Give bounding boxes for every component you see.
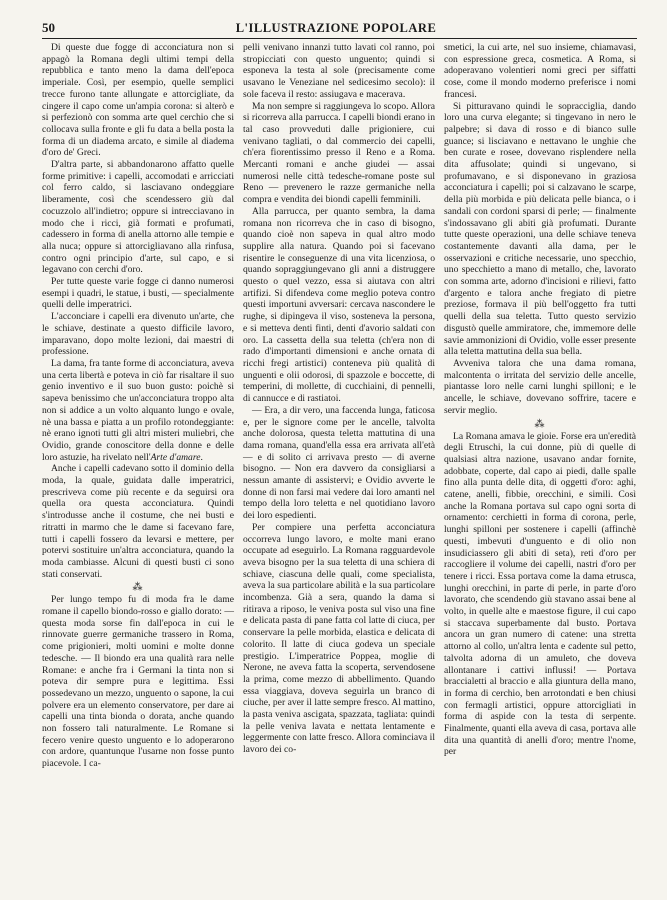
paragraph: Di queste due fogge di acconciatura non si appagò la Romana degli ultimi tempi della repubblica e tanto meno la dama dell'epoca imperiale. Così, per esempio, quelle semplici trecce furono tante allungate e attorcigliate, da cingere il capo come un'ampia corona: si alterò e si perfezionò con somma arte quel cerchio che si collocava sulla fronte e gli fu data a bella posta la forma di un diadema arcato, e simile al diadema d'oro de' Greci. <box>42 42 234 159</box>
paragraph: smetici, la cui arte, nel suo insieme, chiamavasi, con espressione greca, cosmetica. A Roma, si adoperavano volentieri nomi greci per siffatti cose, come il mondo moderno preferisce i nomi francesi. <box>444 42 636 100</box>
paragraph: Avveniva talora che una dama romana, malcontenta o irritata del servizio delle ancelle, piantasse loro nelle carni lunghi spilloni; e le ancelle, le schiave, dovevano soffrire, tacere e servir meglio. <box>444 357 636 416</box>
paragraph: Per tutte queste varie fogge ci danno numerosi esempi i quadri, le statue, i busti, — specialmente quelli delle imperatrici. <box>42 276 234 311</box>
magazine-title: L'ILLUSTRAZIONE POPOLARE <box>235 21 437 35</box>
paragraph: La dama, fra tante forme di acconciatura, aveva una certa libertà e poteva in ciò far risaltare il suo genio inventivo e il suo buon gusto: poichè si sapeva benissimo che un'acconciatura troppo alta non si addice a un volto alquanto lungo e ovale, nè una bassa e piatta a un profilo rotondeggiante: nè erano ignoti tutti gli altri misteri muliebri, che Ovidio, grande conoscitore della donne e delle loro astuzie, ha rivelato nell'Arte d'amare. <box>42 357 234 463</box>
paragraph: — Era, a dir vero, una faccenda lunga, faticosa e, per le signore come per le ancelle, talvolta anche dolorosa, questa teletta mattutina di una dama romana, quand'ella essa era arrivata all'età — e di solito ci arrivava presto — di averne bisogno. — Non era davvero da consigliarsi a nessun amante di assistervi; e Ovidio avverte le donne di non farsi mai vedere dai loro amanti nel tempo della loro teletta e nel quotidiano lavoro dei loro espedienti. <box>243 404 435 522</box>
paragraph: Si pitturavano quindi le sopracciglia, dando loro una curva elegante; si tingevano in nero le palpebre; si dava di rosso e di bianco sulle guance; si lisciavano e nettavano le unghie che ben curate e rosee, dovevano risplendere nella dita affusolate; quindi si ungevano, si profumavano, e si disponevano in graziosa acconciatura i capelli; poi si calzavano le scarpe, della più morbida e più delicata pelle bianca, o i sandali con cordoni sparsi di perle; — finalmente s'indossavano gli abiti già profumati. Durante tutte queste operazioni, una delle schiave teneva costantemente davanti alla dama, per le osservazioni e critiche necessarie, uno specchio, uno specchietto a mano di metallo, che, lavorato con somma arte, adorno d'incisioni e rilievi, fatto d'argento e talora anche fregiato di pietre preziose, formava il più bell'oggetto fra tutti quelli della sua teletta. Tutto questo servizio disgustò quelle ammiratore, che, immemore delle savie ammonizioni di Ovidio, volle esser presente alla teletta mattutina della sua bella. <box>444 100 636 358</box>
paragraph: D'altra parte, si abbandonarono affatto quelle forme primitive: i capelli, accomodati e arricciati col ferro caldo, si lasciavano ondeggiare liberamente, così che scendessero giù dal cocuzzolo all'indietro; oppure si intrecciavano in modo che i ricci, già formati e profumati, cadessero in forma di anella attorno alle tempie e alla nuca; oppure si attorcigliavano alla rinfusa, contro ogni principio d'arte, sul capo, e si legavano con cerchi d'oro. <box>42 159 234 276</box>
page-number: 50 <box>42 20 55 35</box>
paragraph: Anche i capelli cadevano sotto il dominio della moda, la quale, guidata dalle imperatrici, prescriveva come più recente e da seguirsi ora quella ora questa acconciatura. Quindi s'introdusse anche il costume, che nei busti e ritratti in marmo che le dame si facevano fare, tutti i capelli fossero da levarsi e mettere, per potervi sostituire un'altra acconciatura, quando la moda cambiasse. Alcuni di questi busti ci sono stati conservati. <box>42 463 234 580</box>
paragraph: L'acconciare i capelli era divenuto un'arte, che le schiave, destinate a questo difficile lavoro, imparavano, dopo molte lezioni, dai maestri di professione. <box>42 311 234 358</box>
column-3 <box>444 42 636 770</box>
page <box>42 20 637 770</box>
column-2 <box>243 42 435 770</box>
paragraph: pelli venivano innanzi tutto lavati col ranno, poi stropicciati con questo unguento; quindi si esponeva la testa al sole (precisamente come usavano le Veneziane nel sedicesimo secolo): il sole faceva il resto: assiugava e macerava. <box>243 42 435 100</box>
book-title: Arte d'amare <box>150 451 201 463</box>
section-ornament: ⁂ <box>534 418 546 430</box>
paragraph: Per lungo tempo fu di moda fra le dame romane il capello biondo-rosso e giallo dorato: — questa moda sorse fin dall'epoca in cui le rinnovate guerre germaniche trassero in Roma, come prigionieri, molti uomini e molte donne tedesche. — Il biondo era una qualità rara nelle Romane: e anche fra i Germani la tinta non si poteva dir sempre pura e legittima. Essi possedevano un mezzo, unguento o sapone, la cui polvere era un elemento conservatore, per dare ai capelli una tinta bionda o dorata, anche quando non fossero tali naturalmente. Le Romane si fecero venire questo unguento e lo adoperarono con ardore, quantunque l'usarne non fosse punto piacevole. I ca- <box>42 594 234 770</box>
text-columns <box>42 42 637 770</box>
paragraph: Ma non sempre si raggiungeva lo scopo. Allora si ricorreva alla parrucca. I capelli biondi erano in tal caso provveduti dalle prigioniere, cui venivano tagliati, o dal commercio dei capelli, ch'era fiorentissimo presso il Reno e a Roma. Mercanti romani e anche giudei — assai numerosi nelle città tedesche-romane poste sul Reno — prevenero le razze germaniche nella compra e vendita dei biondi capelli femminili. <box>243 100 435 206</box>
page-header <box>42 20 637 36</box>
paragraph: Alla parrucca, per quanto sembra, la dama romana non ricorreva che in caso di bisogno, quando cioè non sapeva in qual altro modo supplire alla natura. Quando poi si facevano risentire le conseguenze di una vita licenziosa, o quando sopraggiungevano gli anni a distruggere questo o quel vezzo, essa si aiutava con altri artifizi. Si difendeva come meglio poteva contro questi importuni avversari: cercava nascondere le rughe, si dipingeva il viso, sosteneva la persona, e si metteva denti finti, denti d'avorio saldati con oro. La cassetta della sua teletta (ch'era non di rado d'importanti dimensioni e anche ornata di ricchi fregi artistici) conteneva più qualità di unguenti e olii odorosi, di spazzole e boccette, di temperini, di mollette, di cucchiaini, di pennelli, di cannucce e di rastiatoi. <box>243 205 435 405</box>
paragraph: Per compiere una perfetta acconciatura occorreva lungo lavoro, e molte mani erano occupate ad eseguirlo. La Romana ragguardevole aveva bisogno per la sua teletta di una schiera di schiave, ciascuna delle quali, come specialista, aveva la sua particolare abilità e la sua particolare incombenza. Già a sera, quando la dama si ritirava a riposo, le veniva posta sul viso una fine e delicata pasta di pane fatta col latte di ciuca, per conservare la pelle morbida, elastica e delicata di colorito. Il latte di ciuca godeva un speciale prestigio. L'imperatrice Poppea, moglie di Nerone, ne aveva fatta la scoperta, servendosene la prima, come mezzo di abbellimento. Quando essa viaggiava, doveva seguirla un branco di ciuche, per aver il latte sempre fresco. Al mattino, la pasta veniva ascigata, spazzata, tagliata: quindi la pelle veniva lavata e nettata lentamente e leggermente con latte fresco. Allora cominciava il lavoro dei co- <box>243 521 435 756</box>
section-ornament: ⁂ <box>132 582 144 594</box>
header-rule <box>42 38 637 39</box>
column-1 <box>42 42 234 770</box>
paragraph: La Romana amava le gioie. Forse era un'eredità degli Etruschi, la cui donne, più di quelle di qualsiasi altra nazione, usavano andar fornite, adobbate, coperte, dal capo ai piedi, dalle spalle fino alla punta delle dita, di oggetti d'oro: aghi, catene, anelli, fibbie, orecchini, e simili. Così anche la Romana portava sul capo ogni sorta di ornamento: cerchietti in forma di corona, perle, lunghi spilloni per sostenere i capelli (affinchè questi, imbevuti d'unguento e di olio non insudiciassero gli abiti di seta), reti d'oro per raccogliere il volume dei capelli, nastri d'oro per tenere i ricci. Essa portava come la dama etrusca, lunghi orecchini, in parte di perle, in parte d'oro lavorato, che scendendo giù stavano assai bene al volto, in quelle alte e maestose figure, il cui capo si staccava superbamente dal busto. Portava ancora un gran numero di catene: una stretta attorno al collo, un'altra lenta e cadente sul petto, talvolta adorna di un amuleto, che doveva allontanare i cattivi influssi! — Portava braccialetti al braccio e alla giuntura della mano, in forma di cerchio, ben arrotondati e ben chiusi con fermagli artistici, oppure attorcigliati in forma di aspide con la testa di serpente. Finalmente, quanti ella aveva di casa, portava alle dita una quantità di anelli d'oro; mentre l'nome, per <box>444 430 636 758</box>
